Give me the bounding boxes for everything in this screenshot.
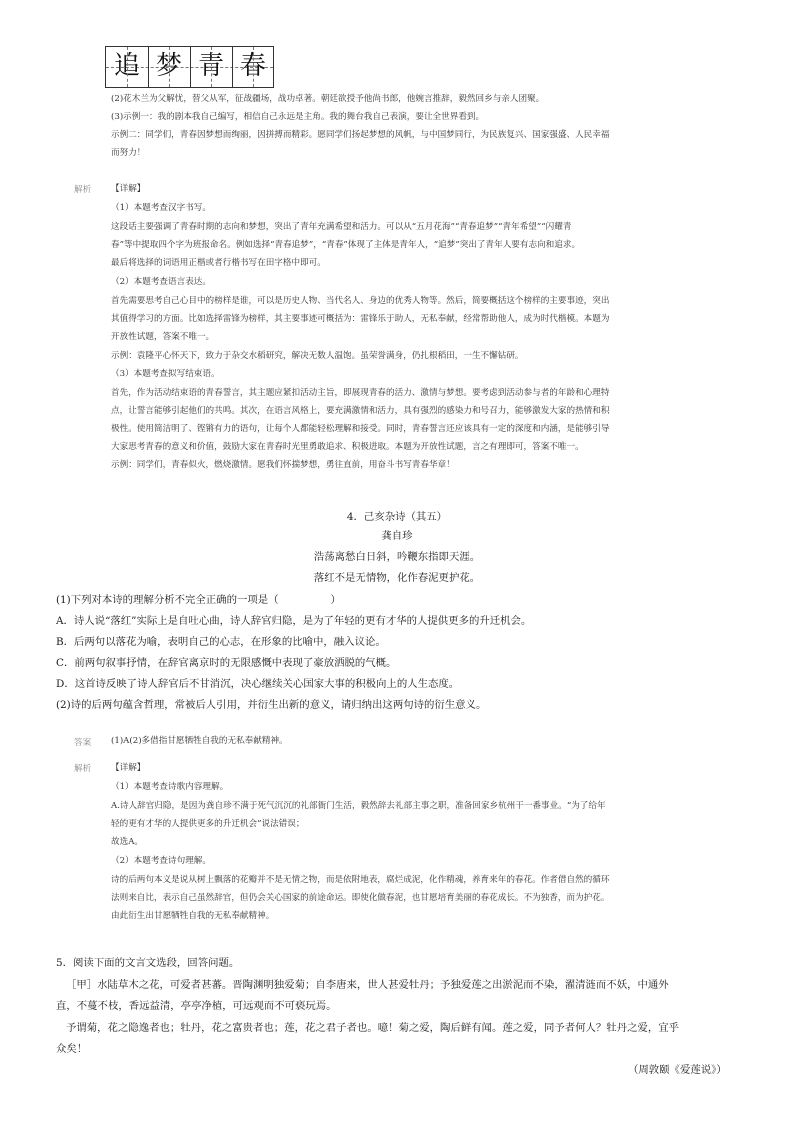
passage-line: 直，不蔓不枝，香远益清，亭亭净植，可远观而不可亵玩焉。 xyxy=(56,1000,337,1012)
explain-line: 春”等中提取四个字为班报命名。例如选择“青春追梦”，“青春”体现了主体是青年人，“追梦”突出了青年人要有志向和追求。 xyxy=(111,240,581,250)
explain-line: 首先，作为活动结束语的青春誓言，其主题应紧扣活动主旨，即展现青春的活力、激情与梦想。要考虑到活动参与者的年龄和心理特 xyxy=(111,388,610,398)
passage-source: （周敦颐《爱莲说》） xyxy=(628,1064,727,1076)
explain-line: 大家思考青春的意义和价值，鼓励大家在青春时光里勇敢追求、积极进取。本题为开放性试题，言之有理即可，答案不唯一。 xyxy=(111,442,584,452)
explain-line: （1）本题考查诗歌内容理解。 xyxy=(111,782,229,792)
passage-line: 众矣！ xyxy=(56,1043,88,1055)
explain-line: 其值得学习的方面。比如选择雷锋为榜样，其主要事迹可概括为：雷锋乐于助人，无私奉献，经常帮助他人，成为时代楷模。本题为 xyxy=(111,314,610,324)
explain-line: 点，让誓言能够引起他们的共鸣。其次，在语言风格上，要充满激情和活力，具有强烈的感染力和号召力，能够激发大家的热情和积 xyxy=(111,406,610,416)
explain-line: A.诗人辞官归隐，是因为龚自珍不满于死气沉沉的礼部衙门生活，毅然辞去礼部主事之职，准备回家乡杭州干一番事业。“为了给年 xyxy=(111,801,606,811)
poem-line: 浩荡离愁白日斜，吟鞭东指即天涯。 xyxy=(313,551,481,563)
answer-label: 答案 xyxy=(74,738,92,748)
explain-line: （3）本题考查拟写结束语。 xyxy=(111,369,220,379)
poem-author: 龚自珍 xyxy=(381,530,413,542)
grid-char-3: 青 xyxy=(197,51,224,81)
explain-line: 由此衍生出甘愿牺牲自我的无私奉献精神。 xyxy=(111,911,275,921)
grid-char-2: 梦 xyxy=(155,51,182,81)
grid-dash xyxy=(253,47,254,87)
explain-line: 示例：袁隆平心怀天下，致力于杂交水稻研究，解决无数人温饱。虽荣誉满身，仍扎根稻田，一生不懈钻研。 xyxy=(111,351,524,361)
option-d: D．这首诗反映了诗人辞官后不甘消沉，决心继续关心国家大事的积极向上的人生态度。 xyxy=(56,678,460,690)
grid-char-4: 春 xyxy=(239,51,266,81)
question-stem: (2)诗的后两句蕴含哲理，常被后人引用，并衍生出新的意义，请归纳出这两句诗的衍生意义。 xyxy=(56,699,487,711)
option-c: C．前两句叙事抒情，在辞官离京时的无限感慨中表现了豪放洒脱的气概。 xyxy=(56,657,397,669)
option-b: B．后两句以落花为喻，表明自己的心志，在形象的比喻中，融入议论。 xyxy=(56,636,386,648)
explain-line: 轻的更有才华的人提供更多的升迁机会”说法错误； xyxy=(111,819,305,829)
answer-line: 而努力！ xyxy=(111,148,146,158)
explain-line: （2）本题考查诗句理解。 xyxy=(111,856,211,866)
explain-line: 示例：同学们，青春似火，燃烧激情。愿我们怀揣梦想，勇往直前，用奋斗书写青春华章！ xyxy=(111,460,455,470)
answer-line: (3)示例一：我的剧本我自己编写，相信自己永远是主角。我的舞台我自己表演，要让全世界看到。 xyxy=(111,112,485,122)
explain-line: 最后将选择的词语用正楷或者行楷书写在田字格中即可。 xyxy=(111,258,326,268)
question-stem: (1)下列对本诗的理解分析不完全正确的一项是（ ） xyxy=(56,594,341,606)
explain-line: 故选A。 xyxy=(111,837,143,847)
grid-dash xyxy=(127,47,128,87)
explain-line: 【详解】 xyxy=(111,184,146,194)
option-a: A．诗人说“落红”实际上是自吐心曲，诗人辞官归隐，是为了年轻的更有才华的人提供更多的升迁机会。 xyxy=(56,615,532,627)
answer-line: 示例二：同学们，青春因梦想而绚丽，因拼搏而精彩。愿同学们扬起梦想的风帆，与中国梦同行，为民族复兴、国家强盛、人民幸福 xyxy=(111,130,610,140)
explain-line: （1）本题考查汉字书写。 xyxy=(111,203,211,213)
explain-label: 解析 xyxy=(74,764,92,774)
explain-line: 开放性试题，答案不唯一。 xyxy=(111,332,215,342)
explain-line: 【详解】 xyxy=(111,763,146,773)
title-grid xyxy=(105,46,274,88)
grid-char-1: 追 xyxy=(113,51,140,81)
passage-line: 予谓菊，花之隐逸者也；牡丹，花之富贵者也；莲，花之君子者也。噫！菊之爱，陶后鲜有闻。莲之爱，同予者何人？牡丹之爱，宜乎 xyxy=(66,1022,680,1034)
question-stem: 5．阅读下面的文言文选段，回答问题。 xyxy=(56,957,240,969)
explain-line: 极性。使用简洁明了、铿锵有力的语句，让每个人都能轻松理解和接受。同时，青春誓言还应该具有一定的深度和内涵，是能够引导 xyxy=(111,424,610,434)
explain-line: 法则来自比，表示自己虽然辞官，但仍会关心国家的前途命运。即使化做春泥，也甘愿培育美丽的春花成长。不为独香，而为护花。 xyxy=(111,893,610,903)
poem-title: 4．己亥杂诗（其五） xyxy=(346,511,448,523)
explain-line: 这段话主要强调了青春时期的志向和梦想，突出了青年充满希望和活力。可以从“五月花海”“青春追梦”“青年希望”“闪耀青 xyxy=(111,222,572,232)
answer-line: (2)花木兰为父解忧，替父从军，征战疆场，战功卓著。朝廷欲授予他尚书郎，他婉言推辞，毅然回乡与亲人团聚。 xyxy=(111,94,545,104)
grid-dash xyxy=(211,47,212,87)
explain-label: 解析 xyxy=(74,185,92,195)
explain-line: 诗的后两句本义是说从树上飘落的花瓣并不是无情之物，而是依附地表，腐烂成泥，化作精魂，养育来年的春花。作者借自然的循环 xyxy=(111,875,610,885)
grid-dash xyxy=(169,47,170,87)
explain-line: （2）本题考查语言表达。 xyxy=(111,277,211,287)
poem-line: 落红不是无情物，化作春泥更护花。 xyxy=(313,572,481,584)
passage-line: ［甲］水陆草木之花，可爱者甚蕃。晋陶渊明独爱菊；自李唐来，世人甚爱牡丹；予独爱莲之出淤泥而不染，濯清涟而不妖，中通外 xyxy=(66,979,669,991)
answer-text: (1)A(2)多借指甘愿牺牲自我的无私奉献精神。 xyxy=(111,736,288,746)
explain-line: 首先需要思考自己心目中的榜样是谁，可以是历史人物、当代名人、身边的优秀人物等。然后，简要概括这个榜样的主要事迹，突出 xyxy=(111,296,610,306)
